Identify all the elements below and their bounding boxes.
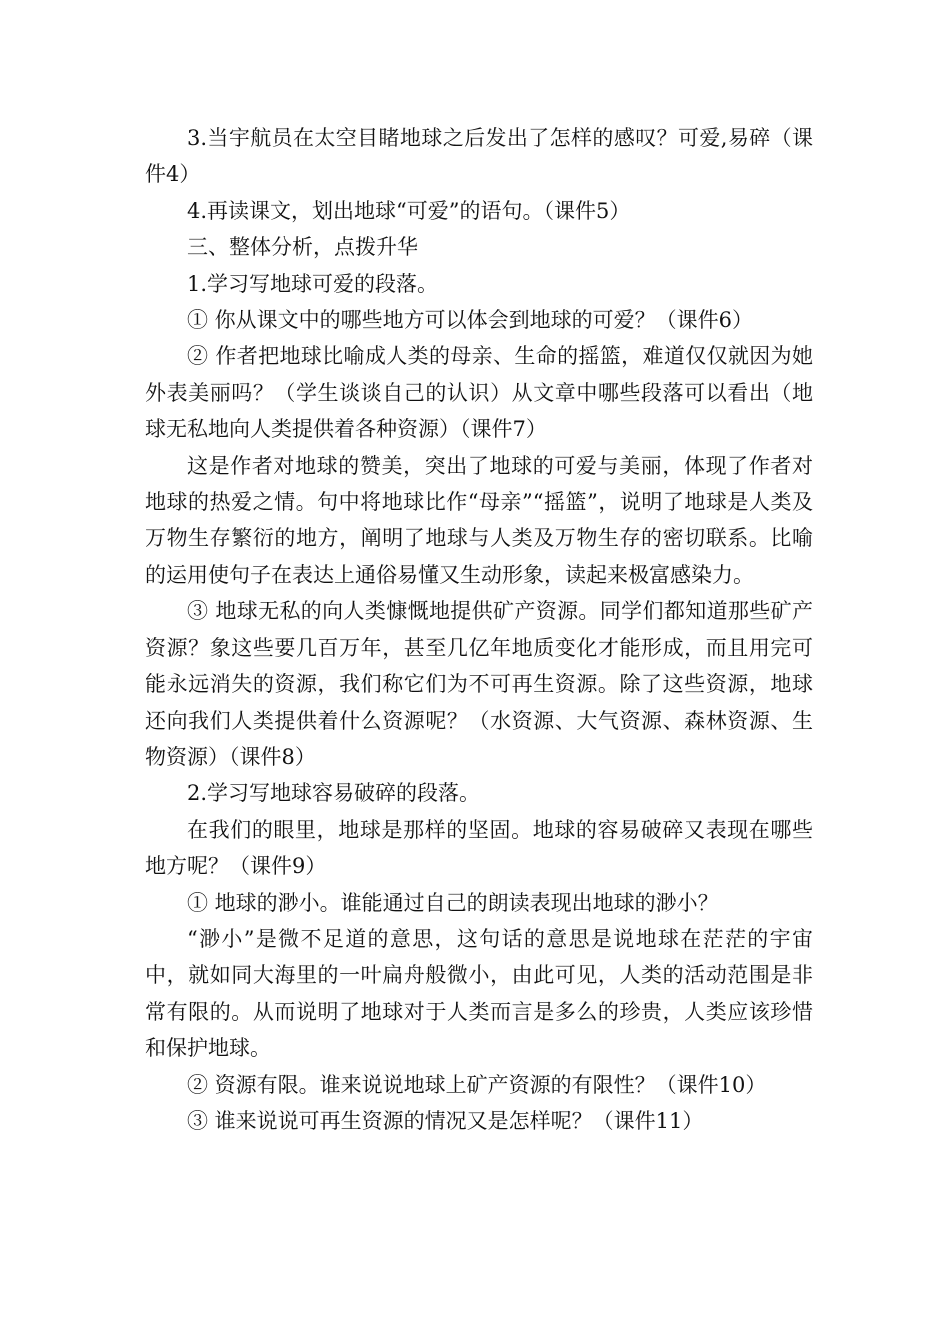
paragraph-point-1: ① 你从课文中的哪些地方可以体会到地球的可爱？（课件6）: [187, 308, 754, 333]
paragraph-fragile-intro: 在我们的眼里，地球是那样的坚固。地球的容易破碎又表现在哪些地方呢？（课件9）: [145, 817, 813, 879]
paragraph-question-3: 3.当宇航员在太空目睹地球之后发出了怎样的感叹？可爱,易碎（课件4）: [145, 126, 813, 187]
paragraph-fragile-explain: “渺小”是微不足道的意思，这句话的意思是说地球在茫茫的宇宙中，就如同大海里的一叶扁舟般微小，由此可见，人类的活动范围是非常有限的。从而说明了地球对于人类而言是多么的珍贵，人类应该珍惜和保护地球。: [145, 926, 813, 1061]
subheading-fragile: 2.学习写地球容易破碎的段落。: [187, 781, 481, 806]
paragraph-question-4: 4.再读课文，划出地球“可爱”的语句。（课件5）: [187, 198, 631, 223]
paragraph-point-3: ③ 地球无私的向人类慷慨地提供矿产资源。同学们都知道那些矿产资源？象这些要几百万年，甚至几亿年地质变化才能形成，而且用完可能永远消失的资源，我们称它们为不可再生资源。除了这些资源，地球还向我们人类提供着什么资源呢？（水资源、大气资源、森林资源、生物资源）（课件8）: [145, 599, 813, 769]
paragraph-fragile-2: ② 资源有限。谁来说说地球上矿产资源的有限性？（课件10）: [187, 1072, 767, 1097]
paragraph-point-2: ② 作者把地球比喻成人类的母亲、生命的摇篮，难道仅仅就因为她外表美丽吗？（学生谈谈自己的认识）从文章中哪些段落可以看出（地球无私地向人类提供着各种资源）（课件7）: [145, 344, 813, 442]
subheading-lovely: 1.学习写地球可爱的段落。: [187, 271, 439, 296]
document-page: [145, 120, 813, 1139]
paragraph-fragile-1: ① 地球的渺小。谁能通过自己的朗读表现出地球的渺小？: [187, 890, 719, 915]
section-heading-3: 三、整体分析，点拨升华: [187, 235, 418, 260]
paragraph-analysis: 这是作者对地球的赞美，突出了地球的可爱与美丽，体现了作者对地球的热爱之情。句中将地球比作“母亲”“摇篮”，说明了地球是人类及万物生存繁衍的地方，阐明了地球与人类及万物生存的密切联系。比喻的运用使句子在表达上通俗易懂又生动形象，读起来极富感染力。: [145, 453, 813, 587]
paragraph-fragile-3: ③ 谁来说说可再生资源的情况又是怎样呢？（课件11）: [187, 1108, 704, 1133]
